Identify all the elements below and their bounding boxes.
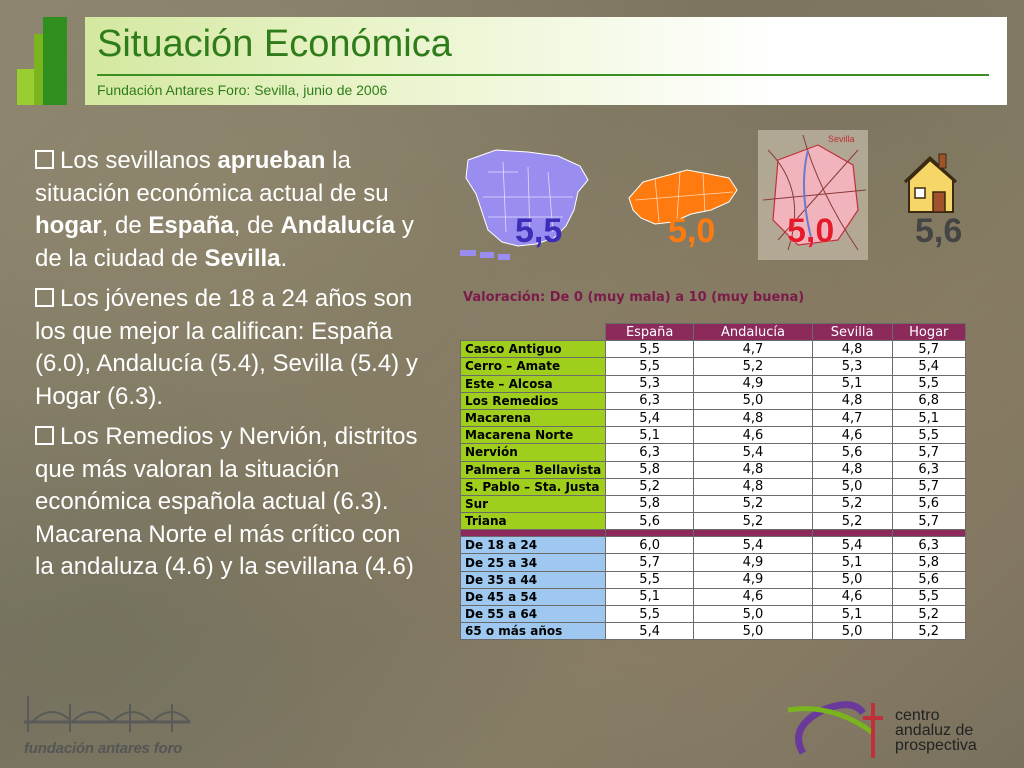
- foundation-logo: [22, 692, 192, 762]
- row-label: De 18 a 24: [461, 537, 606, 554]
- table-cell: 5,2: [694, 358, 812, 375]
- cap-line-2: andaluz de: [895, 722, 974, 739]
- table-row: [461, 358, 966, 375]
- table-cell: 5,2: [812, 513, 892, 530]
- cap-line-3: prospectiva: [895, 737, 977, 754]
- table-cell: 5,5: [606, 606, 694, 623]
- bullet-item-3: [35, 421, 425, 584]
- table-cell: 5,2: [694, 513, 812, 530]
- score-andalucia: 5,0: [668, 212, 716, 250]
- table-cell: 5,6: [606, 513, 694, 530]
- score-hogar: 5,6: [915, 212, 963, 250]
- house-icon: [903, 152, 958, 214]
- table-cell: 5,0: [812, 571, 892, 588]
- sevilla-map-label: Sevilla: [828, 134, 855, 144]
- row-label: Triana: [461, 513, 606, 530]
- bullet-list: [35, 145, 425, 592]
- checkbox-bullet-icon: [35, 288, 54, 307]
- table-cell: 5,8: [606, 495, 694, 512]
- table-cell: 4,8: [812, 341, 892, 358]
- row-label: De 25 a 34: [461, 554, 606, 571]
- table-cell: 5,1: [606, 427, 694, 444]
- row-label: Cerro – Amate: [461, 358, 606, 375]
- table-cell: 5,5: [892, 375, 966, 392]
- table-row: [461, 571, 966, 588]
- table-row: [461, 554, 966, 571]
- table-cell: 5,0: [812, 478, 892, 495]
- bullet-1-text: [35, 147, 414, 272]
- table-header-sevilla: Sevilla: [812, 324, 892, 341]
- table-cell: 4,7: [694, 341, 812, 358]
- centro-andaluz-text: [895, 708, 1015, 753]
- text: la situación económica actual de su: [35, 147, 389, 207]
- table-cell: 5,8: [606, 461, 694, 478]
- text: y de la ciudad de: [35, 212, 414, 272]
- table-row: [461, 392, 966, 409]
- separator-cell: [812, 530, 892, 537]
- separator-cell: [892, 530, 966, 537]
- table-cell: 4,8: [812, 461, 892, 478]
- table-cell: 5,3: [812, 358, 892, 375]
- row-label: Este – Alcosa: [461, 375, 606, 392]
- logo-bar-dark: [43, 17, 67, 105]
- table-cell: 5,4: [694, 444, 812, 461]
- table-row: [461, 444, 966, 461]
- table-cell: 5,2: [606, 478, 694, 495]
- text: Los jóvenes de 18 a 24 años son los que mejor la califican: España (6.0), Andalucía (5.4), Sevilla (5.4) y Hogar (6.3).: [35, 285, 418, 410]
- separator-cell: [606, 530, 694, 537]
- bold-text: Sevilla: [204, 244, 281, 272]
- table-cell: 5,1: [812, 375, 892, 392]
- table-row: [461, 537, 966, 554]
- row-label: Sur: [461, 495, 606, 512]
- table-cell: 6,3: [606, 444, 694, 461]
- page-title: Situación Económica: [97, 23, 452, 65]
- row-label: De 55 a 64: [461, 606, 606, 623]
- bold-text: España: [148, 212, 234, 239]
- table-cell: 4,6: [812, 427, 892, 444]
- table-cell: 4,8: [812, 392, 892, 409]
- table-cell: 5,2: [694, 495, 812, 512]
- table-cell: 5,6: [892, 571, 966, 588]
- table-cell: 4,7: [812, 409, 892, 426]
- table-cell: 4,8: [694, 478, 812, 495]
- table-cell: 5,7: [892, 478, 966, 495]
- table-row: [461, 409, 966, 426]
- title-bar: [85, 17, 1007, 105]
- table-row: [461, 341, 966, 358]
- row-label: Palmera – Bellavista: [461, 461, 606, 478]
- table-cell: 5,5: [606, 571, 694, 588]
- title-divider: [97, 74, 989, 76]
- bold-text: aprueban: [217, 147, 326, 174]
- table-cell: 5,4: [606, 409, 694, 426]
- table-cell: 6,3: [606, 392, 694, 409]
- scale-note: Valoración: De 0 (muy mala) a 10 (muy buena): [463, 290, 805, 305]
- text: Los sevillanos: [60, 147, 218, 174]
- table-header-blank: [461, 324, 606, 341]
- table-cell: 5,7: [606, 554, 694, 571]
- table-row: [461, 588, 966, 605]
- table-cell: 5,4: [694, 537, 812, 554]
- separator-cell: [461, 530, 606, 537]
- table-row: [461, 461, 966, 478]
- table-cell: 5,0: [694, 606, 812, 623]
- table-cell: 5,2: [892, 623, 966, 640]
- table-row: [461, 427, 966, 444]
- table-cell: 5,7: [892, 513, 966, 530]
- table-cell: 4,9: [694, 375, 812, 392]
- bold-text: hogar: [35, 212, 102, 239]
- row-label: S. Pablo – Sta. Justa: [461, 478, 606, 495]
- table-separator-row: [461, 530, 966, 537]
- table-cell: 4,6: [694, 427, 812, 444]
- checkbox-bullet-icon: [35, 150, 54, 169]
- row-label: Macarena Norte: [461, 427, 606, 444]
- row-label: Casco Antiguo: [461, 341, 606, 358]
- text: , de: [101, 212, 149, 239]
- table-cell: 5,2: [812, 495, 892, 512]
- table-row: [461, 606, 966, 623]
- bullet-3-text: [35, 423, 417, 580]
- table-cell: 5,0: [694, 392, 812, 409]
- table-cell: 5,5: [606, 358, 694, 375]
- table-cell: 5,6: [892, 495, 966, 512]
- table-cell: 5,4: [812, 537, 892, 554]
- ratings-table: [460, 323, 966, 640]
- foundation-name: fundación antares foro: [24, 740, 183, 757]
- text: , de: [233, 212, 281, 239]
- table-header-andalucia: Andalucía: [694, 324, 812, 341]
- bullet-item-1: [35, 145, 425, 275]
- table-cell: 5,1: [812, 554, 892, 571]
- table-cell: 5,5: [606, 341, 694, 358]
- checkbox-bullet-icon: [35, 426, 54, 445]
- table-cell: 5,0: [694, 623, 812, 640]
- row-label: 65 o más años: [461, 623, 606, 640]
- separator-cell: [694, 530, 812, 537]
- text: Los Remedios y Nervión, distritos que más valoran la situación económica española actual (6.3). Macarena Norte el más crítico con la andaluza (4.6) y la sevillana (4.6): [35, 423, 418, 580]
- table-cell: 5,1: [892, 409, 966, 426]
- table-cell: 4,8: [694, 461, 812, 478]
- cap-swoosh-icon: [783, 698, 893, 763]
- table-cell: 5,6: [812, 444, 892, 461]
- row-label: Los Remedios: [461, 392, 606, 409]
- table-cell: 6,8: [892, 392, 966, 409]
- table-cell: 4,6: [694, 588, 812, 605]
- centro-andaluz-logo: [783, 698, 1013, 763]
- table-cell: 5,5: [892, 427, 966, 444]
- table-row: [461, 623, 966, 640]
- corner-logo: [17, 17, 72, 105]
- table-cell: 5,1: [606, 588, 694, 605]
- table-row: [461, 513, 966, 530]
- bridge-icon: [22, 692, 192, 740]
- table-cell: 5,3: [606, 375, 694, 392]
- table-cell: 5,7: [892, 341, 966, 358]
- table-row: [461, 495, 966, 512]
- table-cell: 4,9: [694, 571, 812, 588]
- table-header-row: [461, 324, 966, 341]
- row-label: De 35 a 44: [461, 571, 606, 588]
- table-cell: 5,4: [892, 358, 966, 375]
- table-header-hogar: Hogar: [892, 324, 966, 341]
- table-cell: 5,1: [812, 606, 892, 623]
- table-header-espana: España: [606, 324, 694, 341]
- table-cell: 5,0: [812, 623, 892, 640]
- table-row: [461, 478, 966, 495]
- table-cell: 4,9: [694, 554, 812, 571]
- score-sevilla: 5,0: [787, 212, 835, 250]
- row-label: Nervión: [461, 444, 606, 461]
- row-label: De 45 a 54: [461, 588, 606, 605]
- bullet-2-text: [35, 285, 418, 410]
- table-cell: 6,3: [892, 537, 966, 554]
- cap-line-1: centro: [895, 707, 940, 724]
- table-cell: 4,6: [812, 588, 892, 605]
- row-label: Macarena: [461, 409, 606, 426]
- bold-text: Andalucía: [280, 212, 396, 239]
- table-cell: 6,3: [892, 461, 966, 478]
- table-cell: 5,8: [892, 554, 966, 571]
- table-cell: 6,0: [606, 537, 694, 554]
- table-cell: 5,7: [892, 444, 966, 461]
- table-row: [461, 375, 966, 392]
- score-espana: 5,5: [515, 212, 563, 250]
- table-cell: 5,5: [892, 588, 966, 605]
- page-subtitle: Fundación Antares Foro: Sevilla, junio de 2006: [97, 82, 388, 98]
- table-cell: 5,4: [606, 623, 694, 640]
- score-maps: [440, 130, 1010, 280]
- table-cell: 4,8: [694, 409, 812, 426]
- table-cell: 5,2: [892, 606, 966, 623]
- bullet-item-2: [35, 283, 425, 413]
- text: .: [280, 244, 288, 272]
